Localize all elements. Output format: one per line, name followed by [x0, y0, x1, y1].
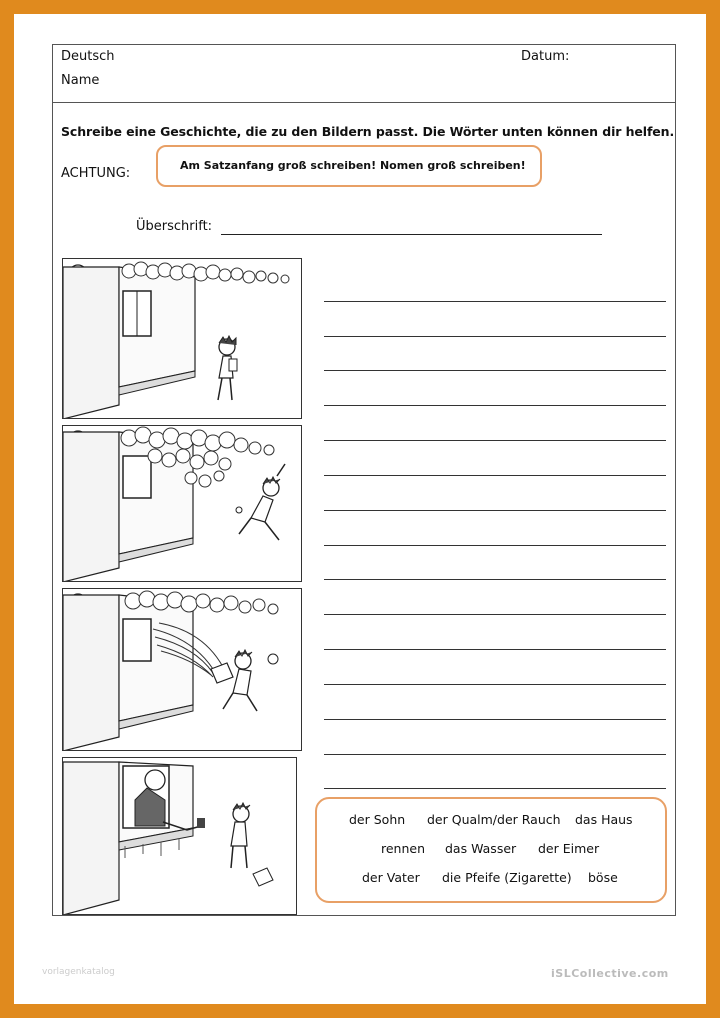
subject-label: Deutsch [61, 49, 115, 64]
word-item: das Wasser [445, 841, 517, 856]
panel-illustration [63, 426, 302, 582]
word-item: böse [588, 870, 618, 885]
picture-panel-3 [62, 588, 302, 751]
word-item: der Qualm/der Rauch [427, 812, 561, 827]
panel-illustration [63, 589, 302, 751]
word-bank [315, 797, 667, 903]
writing-line[interactable] [324, 684, 666, 685]
word-item: der Vater [362, 870, 420, 885]
title-label: Überschrift: [136, 219, 213, 234]
writing-line[interactable] [324, 545, 666, 546]
picture-panel-2 [62, 425, 302, 582]
warning-label: ACHTUNG: [61, 166, 131, 181]
panel-illustration [63, 758, 297, 915]
writing-line[interactable] [324, 719, 666, 720]
writing-line[interactable] [324, 579, 666, 580]
word-item: die Pfeife (Zigarette) [442, 870, 572, 885]
writing-line[interactable] [324, 405, 666, 406]
worksheet-page [14, 14, 706, 1004]
writing-line[interactable] [324, 475, 666, 476]
picture-panel-1 [62, 258, 302, 419]
writing-line[interactable] [324, 649, 666, 650]
date-label: Datum: [521, 49, 570, 64]
writing-line[interactable] [324, 510, 666, 511]
panel-illustration [63, 259, 302, 419]
word-item: das Haus [575, 812, 633, 827]
name-label: Name [61, 73, 100, 88]
warning-box [156, 145, 542, 187]
title-write-line[interactable] [221, 234, 602, 235]
writing-line[interactable] [324, 301, 666, 302]
word-item: der Eimer [538, 841, 600, 856]
worksheet-frame [52, 44, 676, 916]
watermark-right: iSLCollective.com [551, 967, 669, 980]
writing-line[interactable] [324, 614, 666, 615]
writing-line[interactable] [324, 754, 666, 755]
word-item: der Sohn [349, 812, 406, 827]
writing-line[interactable] [324, 788, 666, 789]
instruction-text: Schreibe eine Geschichte, die zu den Bildern passt. Die Wörter unten können dir helfen. [61, 124, 675, 139]
warning-text: Am Satzanfang groß schreiben! Nomen groß schreiben! [180, 159, 526, 172]
word-item: rennen [381, 841, 426, 856]
writing-line[interactable] [324, 370, 666, 371]
picture-panel-4 [62, 757, 297, 915]
watermark-left: vorlagenkatalog [42, 967, 115, 977]
writing-line[interactable] [324, 336, 666, 337]
writing-line[interactable] [324, 440, 666, 441]
worksheet-header [53, 45, 675, 103]
